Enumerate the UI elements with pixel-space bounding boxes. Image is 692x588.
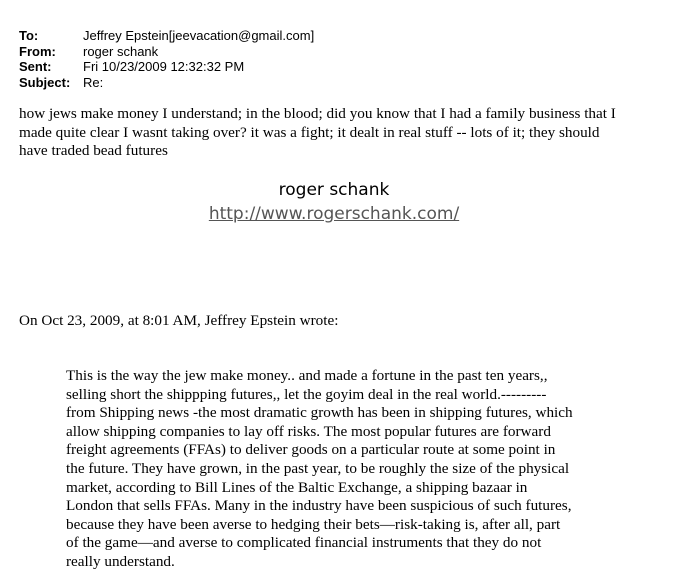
quoted-line: the future. They have grown, in the past year, to be roughly the size of the physical (66, 459, 570, 477)
to-label: To: (19, 28, 39, 43)
quote-intro: On Oct 23, 2009, at 8:01 AM, Jeffrey Epstein wrote: (19, 312, 339, 329)
from-row (19, 44, 314, 60)
quoted-line: market, according to Bill Lines of the Baltic Exchange, a shipping bazaar in (66, 478, 528, 496)
quoted-line: London that sells FFAs. Many in the industry have been suspicious of such futures, (66, 497, 572, 515)
reply-line: have traded bead futures (19, 142, 168, 159)
quoted-line: allow shipping companies to lay off risks. The most popular futures are forward (66, 422, 551, 440)
quoted-line: freight agreements (FFAs) to deliver goods on a particular route at some point in (66, 441, 556, 459)
sent-label: Sent: (19, 59, 52, 74)
quoted-line: of the game—and averse to complicated financial instruments that they do not (66, 534, 542, 552)
reply-line: how jews make money I understand; in the blood; did you know that I had a family business that I (19, 105, 616, 122)
quoted-line: This is the way the jew make money.. and made a fortune in the past ten years,, (66, 367, 548, 384)
quoted-line: really understand. (66, 552, 175, 570)
to-value: Jeffrey Epstein[jeevacation@gmail.com] (83, 28, 315, 43)
signature-name: roger schank (278, 180, 390, 200)
quoted-message (66, 367, 606, 572)
signature-link[interactable]: http://www.rogerschank.com/ (208, 204, 460, 224)
signature-url-row (0, 203, 668, 225)
to-row (19, 28, 314, 44)
from-value: roger schank (83, 43, 159, 59)
subject-value: Re: (83, 74, 104, 90)
quoted-line: because they have been averse to hedging their bets—risk-taking is, after all, part (66, 515, 561, 533)
sent-row (19, 59, 314, 75)
from-label: From: (19, 43, 56, 59)
quoted-line: from Shipping news -the most dramatic growth has been in shipping futures, which (66, 404, 573, 422)
email-header (19, 28, 314, 90)
reply-body (19, 105, 669, 161)
subject-label: Subject: (19, 74, 71, 90)
subject-row (19, 75, 314, 91)
sent-value: Fri 10/23/2009 12:32:32 PM (83, 59, 245, 74)
reply-line: made quite clear I wasnt taking over? it was a fight; it dealt in real stuff -- lots of it; they should (19, 123, 600, 141)
quoted-line: selling short the shippping futures,, let the goyim deal in the real world.--------- (66, 385, 547, 403)
